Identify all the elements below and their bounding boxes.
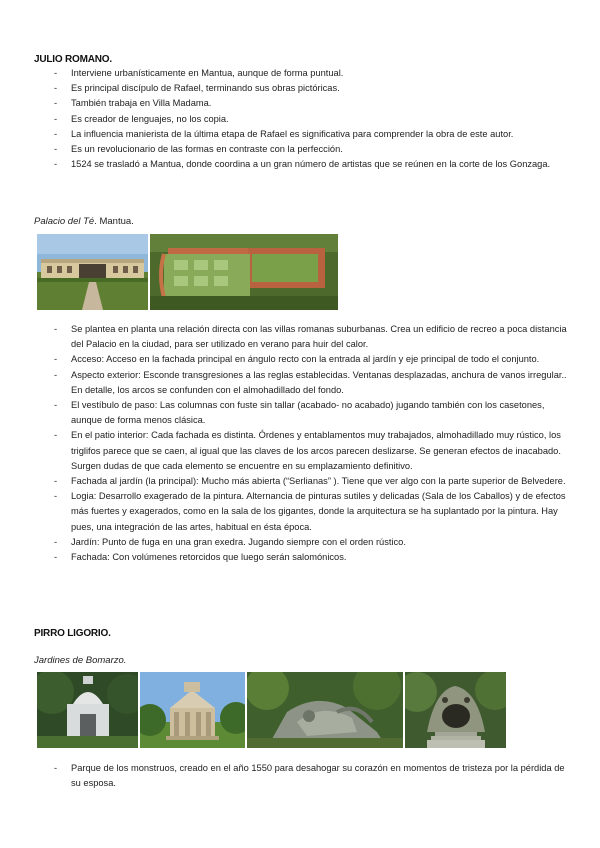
list-marker: - [54, 476, 58, 487]
list-marker: - [54, 763, 58, 773]
list-marker: - [54, 430, 58, 441]
list-item: - Logia: Desarrollo exagerado de la pintura. Alternancia de pinturas sutiles y delicadas (Sala de los Caballos) y de efectos más fuertes y exagerados, como en la sala de los gigantes, donde la arquitectura se ha suplantado por la pintura. Hay pues, una integración de las artes, habitual en ésta época. [54, 491, 566, 532]
julio-romano-list [0, 66, 600, 172]
list-marker: - [54, 491, 58, 502]
list-item: - Interviene urbanísticamente en Mantua, aunque de forma puntual. [0, 66, 600, 81]
heading-pirro-ligorio: PIRRO LIGORIO. [34, 628, 111, 639]
list-item: - Acceso: Acceso en la fachada principal en ángulo recto con la entrada al jardín y eje principal de todo el conjunto. [0, 352, 600, 367]
list-item: - El vestíbulo de paso: Las columnas con fuste sin tallar (acabado- no acabado) jugando también con los casetones, aunque de forma menos clásica. [54, 400, 545, 426]
list-item: - Fachada al jardín (la principal): Mucho más abierta (“Serlianas” ). Tiene que ver algo con la parte superior de Belvedere. [0, 474, 600, 489]
list-item: - En el patio interior: Cada fachada es distinta. Órdenes y entablamentos muy trabajados, almohadillado muy rústico, los triglifos parece que se caen, al igual que las claves de los arcos parecen deslizarse. Se generan efectos de inacabado. Surgen dudas de que cada elemento se encuentre en su emplazamiento definitivo. [54, 430, 561, 471]
list-marker: - [54, 552, 58, 563]
list-item: - Se plantea en planta una relación directa con las villas romanas suburbanas. Crea un edificio de recreo a poca distancia del Palacio en la ciudad, para ser utilizado en verano para huir del calor. [54, 324, 567, 350]
list-item: - Es un revolucionario de las formas en contraste con la perfección. [0, 142, 600, 157]
list-marker: - [54, 113, 58, 124]
list-item: - 1524 se trasladó a Mantua, donde coordina a un gran número de artistas que se reúnen en la corte de los Gonzaga. [0, 157, 600, 172]
bomarzo-temple-photo [37, 672, 138, 748]
list-marker: - [54, 536, 58, 547]
bomarzo-sculpture-photo [247, 672, 403, 748]
bomarzo-ogre-mouth-photo [405, 672, 506, 748]
list-item: - También trabaja en Villa Madama. [0, 96, 600, 111]
list-item: - Jardín: Punto de fuga en una gran exedra. Jugando siempre con el orden rústico. [0, 535, 600, 550]
palacio-aerial-photo [150, 234, 338, 310]
list-item: - Es principal discípulo de Rafael, terminando sus obras pictóricas. [0, 81, 600, 96]
list-marker: - [54, 83, 58, 94]
caption-jardines-de-bomarzo: Jardines de Bomarzo. [34, 655, 127, 666]
bomarzo-tempietto-photo [140, 672, 245, 748]
list-item: - Fachada: Con volúmenes retorcidos que luego serán salomónicos. [0, 550, 600, 565]
list-marker: - [54, 324, 58, 334]
heading-julio-romano: JULIO ROMANO. [34, 54, 112, 65]
bomarzo-list [0, 761, 600, 791]
palacio-facade-photo [37, 234, 148, 310]
list-marker: - [54, 68, 58, 78]
list-marker: - [54, 159, 58, 170]
list-marker: - [54, 400, 58, 411]
list-marker: - [54, 354, 58, 365]
list-marker: - [54, 128, 58, 139]
caption-palacio-del-te: Palacio del Té. Mantua. [34, 216, 134, 227]
list-marker: - [54, 144, 58, 155]
palacio-del-te-list [0, 322, 600, 565]
list-item: - Parque de los monstruos, creado en el año 1550 para desahogar su corazón en momentos de tristeza por la pérdida de su esposa. [54, 763, 565, 789]
list-item: - Aspecto exterior: Esconde transgresiones a las reglas establecidas. Ventanas desplazadas, anchura de vanos irregular.. En detalle, los arcos se confunden con el almohadillado del fondo. [54, 369, 567, 395]
list-marker: - [54, 369, 58, 380]
list-item: - La influencia manierista de la última etapa de Rafael es significativa para comprender la obra de este autor. [0, 127, 600, 142]
list-marker: - [54, 98, 58, 109]
list-item: - Es creador de lenguajes, no los copia. [0, 112, 600, 127]
